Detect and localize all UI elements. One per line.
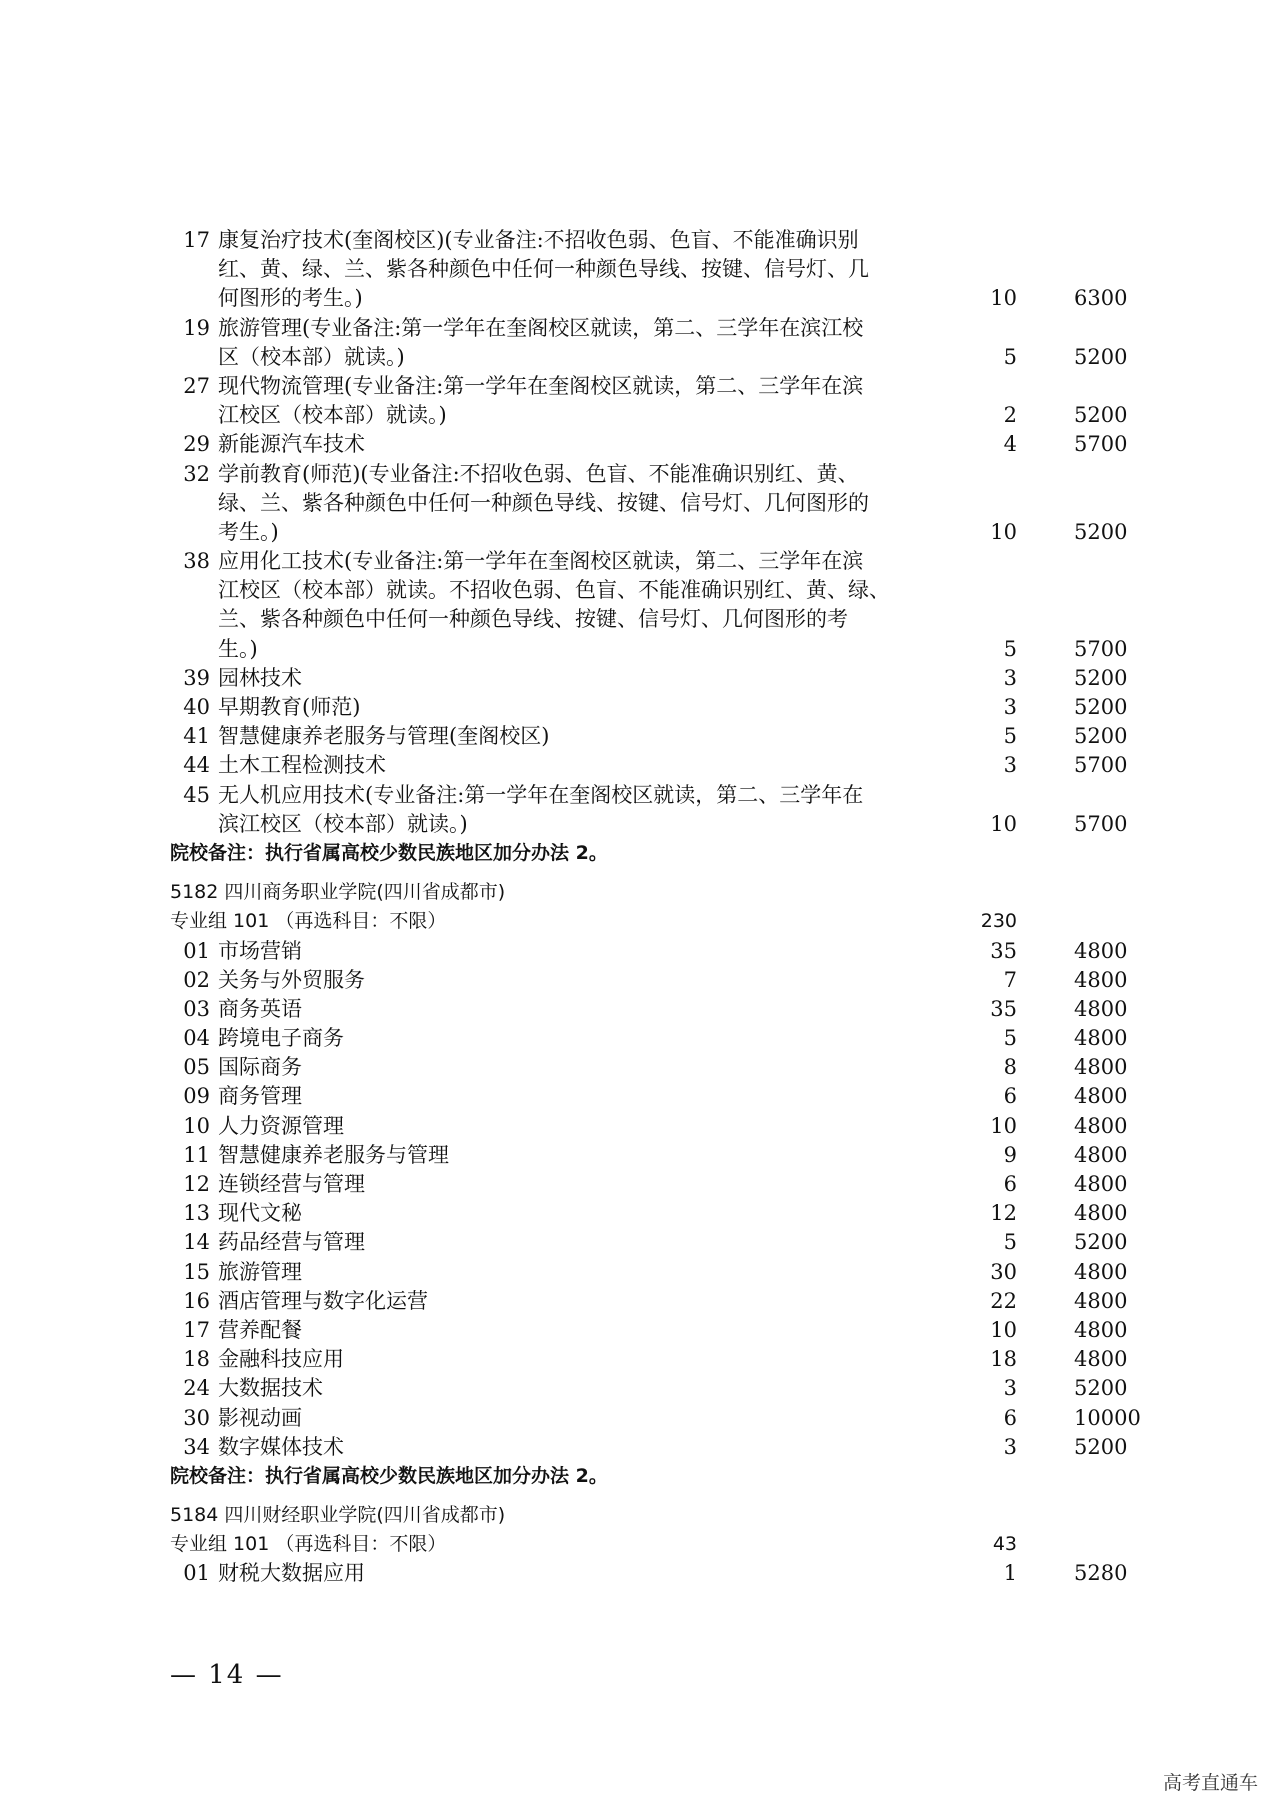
major-plan-count: 1 [1003, 1561, 1017, 1586]
major-line [170, 1170, 1130, 1199]
major-code: 11 [183, 1142, 210, 1167]
major-tuition-fee: 5200 [1074, 724, 1128, 749]
major-tuition-fee: 4800 [1074, 1288, 1128, 1313]
major-line [170, 1316, 1130, 1345]
major-line [170, 1345, 1130, 1374]
major-code: 09 [183, 1084, 210, 1109]
major-row [170, 1199, 1130, 1228]
major-row [170, 460, 1130, 548]
major-code: 10 [183, 1113, 210, 1138]
major-line [170, 1559, 1130, 1588]
major-name-text: 园林技术 [218, 665, 302, 690]
major-group-row [170, 1530, 1130, 1559]
major-line [170, 576, 1130, 605]
major-row [170, 751, 1130, 780]
major-plan-count: 2 [1003, 403, 1017, 428]
major-code: 04 [183, 1026, 210, 1051]
major-line [170, 1404, 1141, 1433]
major-line [170, 1258, 1130, 1287]
major-name-text: 市场营销 [218, 938, 302, 963]
major-tuition-fee: 4800 [1074, 1055, 1128, 1080]
major-tuition-fee: 5700 [1074, 432, 1128, 457]
major-tuition-fee: 4800 [1074, 1201, 1128, 1226]
major-tuition-fee: 6300 [1074, 286, 1128, 311]
major-row [170, 966, 1130, 995]
major-tuition-fee: 4800 [1074, 1317, 1128, 1342]
major-name-text: 新能源汽车技术 [218, 432, 365, 457]
major-line [170, 1199, 1130, 1228]
major-code: 15 [183, 1259, 210, 1284]
major-name-text: 影视动画 [218, 1405, 302, 1430]
school-header-text: 5184 四川财经职业学院(四川省成都市) [170, 1504, 506, 1527]
major-tuition-fee: 10000 [1074, 1405, 1141, 1430]
major-row [170, 1287, 1130, 1316]
major-name-text: 土木工程检测技术 [218, 753, 386, 778]
major-tuition-fee: 4800 [1074, 1347, 1128, 1372]
major-code: 39 [183, 665, 210, 690]
major-tuition-fee: 5200 [1074, 695, 1128, 719]
school-header-text: 5182 四川商务职业学院(四川省成都市) [170, 881, 506, 904]
major-code: 45 [183, 782, 210, 807]
major-tuition-fee: 5200 [1074, 403, 1128, 428]
major-plan-count: 3 [1003, 1434, 1017, 1459]
major-row [170, 1228, 1130, 1257]
major-row [170, 1141, 1130, 1170]
major-tuition-fee: 4800 [1074, 996, 1128, 1021]
major-code: 32 [183, 461, 210, 486]
major-tuition-fee: 4800 [1074, 1026, 1128, 1051]
major-name-text: 关务与外贸服务 [218, 967, 365, 992]
major-code: 19 [183, 315, 210, 340]
major-tuition-fee: 5200 [1074, 665, 1128, 690]
major-name-text: 大数据技术 [218, 1376, 323, 1401]
major-row [170, 430, 1130, 459]
major-name-text: 人力资源管理 [218, 1113, 344, 1138]
major-name-text: 滨江校区（校本部）就读。) [218, 811, 468, 836]
major-name-text: 国际商务 [218, 1055, 302, 1080]
major-code: 13 [183, 1201, 210, 1226]
major-name-text: 金融科技应用 [218, 1347, 344, 1372]
major-row [170, 1404, 1141, 1433]
major-name-text: 酒店管理与数字化运营 [218, 1288, 428, 1313]
major-plan-count: 35 [990, 996, 1017, 1021]
major-row [170, 1082, 1130, 1111]
major-line [170, 781, 1130, 810]
major-row [170, 937, 1130, 966]
major-name-text: 无人机应用技术(专业备注:第一学年在奎阁校区就读，第二、三学年在 [218, 782, 864, 807]
major-name-text: 现代物流管理(专业备注:第一学年在奎阁校区就读，第二、三学年在滨 [218, 373, 864, 398]
major-plan-count: 5 [1003, 724, 1017, 749]
major-plan-count: 22 [990, 1288, 1017, 1313]
major-plan-count: 30 [990, 1259, 1017, 1284]
major-row [170, 995, 1130, 1024]
major-name-text: 江校区（校本部）就读。不招收色弱、色盲、不能准确识别红、黄、绿、 [218, 578, 890, 603]
major-code: 34 [183, 1434, 210, 1459]
major-tuition-fee: 5200 [1074, 519, 1128, 544]
major-group-plan-count: 230 [980, 910, 1017, 933]
major-row [170, 722, 1130, 751]
major-line [170, 810, 1130, 839]
major-plan-count: 3 [1003, 1376, 1017, 1401]
major-name-text: 绿、兰、紫各种颜色中任何一种颜色导线、按键、信号灯、几何图形的 [218, 490, 869, 515]
major-row [170, 1053, 1130, 1082]
major-tuition-fee: 5200 [1074, 1230, 1128, 1255]
major-line [170, 751, 1130, 780]
major-row [170, 693, 1130, 722]
major-name-text: 旅游管理(专业备注:第一学年在奎阁校区就读，第二、三学年在滨江校 [218, 315, 864, 340]
major-plan-count: 3 [1003, 695, 1017, 719]
major-code: 05 [183, 1055, 210, 1080]
major-line [170, 489, 1130, 518]
major-line [170, 226, 1130, 255]
watermark-text: 高考直通车 [1162, 1772, 1258, 1794]
section-spacer [170, 868, 1130, 878]
major-row [170, 1024, 1130, 1053]
major-tuition-fee: 5280 [1074, 1561, 1128, 1586]
school-header [170, 878, 1130, 907]
major-line [170, 664, 1130, 693]
major-code: 01 [183, 1561, 210, 1586]
major-tuition-fee: 4800 [1074, 1113, 1128, 1138]
major-row [170, 372, 1130, 430]
major-line [170, 372, 1130, 401]
major-plan-count: 5 [1003, 636, 1017, 661]
major-group-label: 专业组 101 （再选科目：不限） [170, 1533, 447, 1556]
major-code: 29 [183, 432, 210, 457]
major-code: 27 [183, 373, 210, 398]
major-code: 41 [183, 724, 210, 749]
major-plan-count: 18 [990, 1347, 1017, 1372]
major-line [170, 966, 1130, 995]
major-plan-count: 4 [1003, 432, 1017, 457]
major-row [170, 1316, 1130, 1345]
major-name-text: 红、黄、绿、兰、紫各种颜色中任何一种颜色导线、按键、信号灯、几 [218, 257, 869, 282]
major-code: 24 [183, 1376, 210, 1401]
major-line [170, 1024, 1130, 1053]
major-plan-count: 10 [990, 286, 1017, 311]
major-line [170, 284, 1130, 313]
major-tuition-fee: 5700 [1074, 636, 1128, 661]
major-line [170, 343, 1130, 372]
major-name-text: 药品经营与管理 [218, 1230, 365, 1255]
major-code: 17 [183, 228, 210, 252]
major-plan-count: 5 [1003, 1230, 1017, 1255]
major-tuition-fee: 5700 [1074, 753, 1128, 778]
major-row [170, 781, 1130, 839]
major-name-text: 兰、紫各种颜色中任何一种颜色导线、按键、信号灯、几何图形的考 [218, 607, 848, 632]
major-plan-count: 5 [1003, 344, 1017, 369]
major-row [170, 314, 1130, 372]
major-code: 12 [183, 1172, 210, 1196]
page-number: — 14 — [170, 1660, 284, 1690]
major-name-text: 旅游管理 [218, 1259, 302, 1284]
major-line [170, 995, 1130, 1024]
major-code: 38 [183, 549, 210, 574]
major-line [170, 518, 1130, 547]
school-section [170, 226, 1130, 868]
major-name-text: 区（校本部）就读。) [218, 344, 405, 369]
school-section [170, 868, 1141, 1491]
school-note [170, 1462, 1130, 1491]
school-section [170, 1491, 1130, 1589]
major-tuition-fee: 5200 [1074, 1376, 1128, 1401]
school-note-text: 院校备注：执行省属高校少数民族地区加分办法 2。 [170, 1464, 608, 1487]
major-tuition-fee: 4800 [1074, 1084, 1128, 1109]
major-row [170, 1345, 1130, 1374]
major-row [170, 1170, 1130, 1199]
school-header [170, 1501, 1130, 1530]
admission-plan-list [170, 226, 1141, 1589]
major-name-text: 江校区（校本部）就读。) [218, 403, 447, 428]
major-line [170, 430, 1130, 459]
major-line [170, 314, 1130, 343]
major-name-text: 商务管理 [218, 1084, 302, 1109]
major-code: 14 [183, 1230, 210, 1255]
major-row [170, 664, 1130, 693]
major-name-text: 连锁经营与管理 [218, 1172, 365, 1196]
major-line [170, 722, 1130, 751]
major-plan-count: 8 [1003, 1055, 1017, 1080]
major-line [170, 1228, 1130, 1257]
major-name-text: 智慧健康养老服务与管理 [218, 1142, 449, 1167]
major-name-text: 跨境电子商务 [218, 1026, 344, 1051]
major-line [170, 1141, 1130, 1170]
major-plan-count: 35 [990, 938, 1017, 963]
major-line [170, 937, 1130, 966]
major-line [170, 1433, 1130, 1462]
major-plan-count: 6 [1003, 1084, 1017, 1109]
major-row [170, 1258, 1130, 1287]
major-name-text: 财税大数据应用 [218, 1561, 365, 1586]
major-plan-count: 10 [990, 811, 1017, 836]
major-line [170, 1082, 1130, 1111]
major-code: 17 [183, 1317, 210, 1342]
major-row [170, 547, 1130, 664]
major-line [170, 1053, 1130, 1082]
major-code: 30 [183, 1405, 210, 1430]
major-code: 40 [183, 695, 210, 719]
major-line [170, 255, 1130, 284]
major-plan-count: 3 [1003, 753, 1017, 778]
major-code: 01 [183, 938, 210, 963]
major-row [170, 1559, 1130, 1588]
major-plan-count: 9 [1003, 1142, 1017, 1167]
major-name-text: 康复治疗技术(奎阁校区)(专业备注:不招收色弱、色盲、不能准确识别 [218, 228, 859, 252]
major-row [170, 1112, 1130, 1141]
section-spacer [170, 1491, 1130, 1501]
major-code: 44 [183, 753, 210, 778]
major-row [170, 1433, 1130, 1462]
major-name-text: 考生。) [218, 519, 279, 544]
major-code: 02 [183, 967, 210, 992]
major-line [170, 1374, 1130, 1403]
major-code: 03 [183, 996, 210, 1021]
major-plan-count: 10 [990, 1113, 1017, 1138]
major-group-plan-count: 43 [992, 1533, 1017, 1556]
major-line [170, 401, 1130, 430]
major-name-text: 早期教育(师范) [218, 695, 361, 719]
major-name-text: 商务英语 [218, 996, 302, 1021]
school-note [170, 839, 1130, 868]
major-name-text: 生。) [218, 636, 258, 661]
major-tuition-fee: 4800 [1074, 938, 1128, 963]
major-line [170, 460, 1130, 489]
major-line [170, 1112, 1130, 1141]
major-plan-count: 3 [1003, 665, 1017, 690]
major-tuition-fee: 4800 [1074, 1259, 1128, 1284]
major-code: 16 [183, 1288, 210, 1313]
major-tuition-fee: 4800 [1074, 1142, 1128, 1167]
major-name-text: 智慧健康养老服务与管理(奎阁校区) [218, 724, 550, 749]
major-group-row [170, 907, 1130, 936]
major-plan-count: 10 [990, 519, 1017, 544]
major-name-text: 营养配餐 [218, 1317, 302, 1342]
major-group-label: 专业组 101 （再选科目：不限） [170, 910, 447, 933]
major-plan-count: 7 [1003, 967, 1017, 992]
major-name-text: 现代文秘 [218, 1201, 302, 1226]
major-tuition-fee: 4800 [1074, 1172, 1128, 1196]
major-code: 18 [183, 1347, 210, 1372]
major-row [170, 226, 1130, 314]
major-name-text: 应用化工技术(专业备注:第一学年在奎阁校区就读，第二、三学年在滨 [218, 549, 864, 574]
major-tuition-fee: 5200 [1074, 344, 1128, 369]
major-name-text: 学前教育(师范)(专业备注:不招收色弱、色盲、不能准确识别红、黄、 [218, 461, 859, 486]
major-plan-count: 10 [990, 1317, 1017, 1342]
major-line [170, 635, 1130, 664]
major-line [170, 605, 1130, 634]
major-plan-count: 5 [1003, 1026, 1017, 1051]
major-tuition-fee: 5700 [1074, 811, 1128, 836]
major-line [170, 547, 1130, 576]
major-tuition-fee: 5200 [1074, 1434, 1128, 1459]
major-plan-count: 6 [1003, 1172, 1017, 1196]
major-plan-count: 12 [990, 1201, 1017, 1226]
major-line [170, 693, 1130, 722]
school-note-text: 院校备注：执行省属高校少数民族地区加分办法 2。 [170, 841, 608, 864]
major-tuition-fee: 4800 [1074, 967, 1128, 992]
major-line [170, 1287, 1130, 1316]
major-row [170, 1374, 1130, 1403]
major-name-text: 数字媒体技术 [218, 1434, 344, 1459]
major-name-text: 何图形的考生。) [218, 286, 363, 311]
major-plan-count: 6 [1003, 1405, 1017, 1430]
